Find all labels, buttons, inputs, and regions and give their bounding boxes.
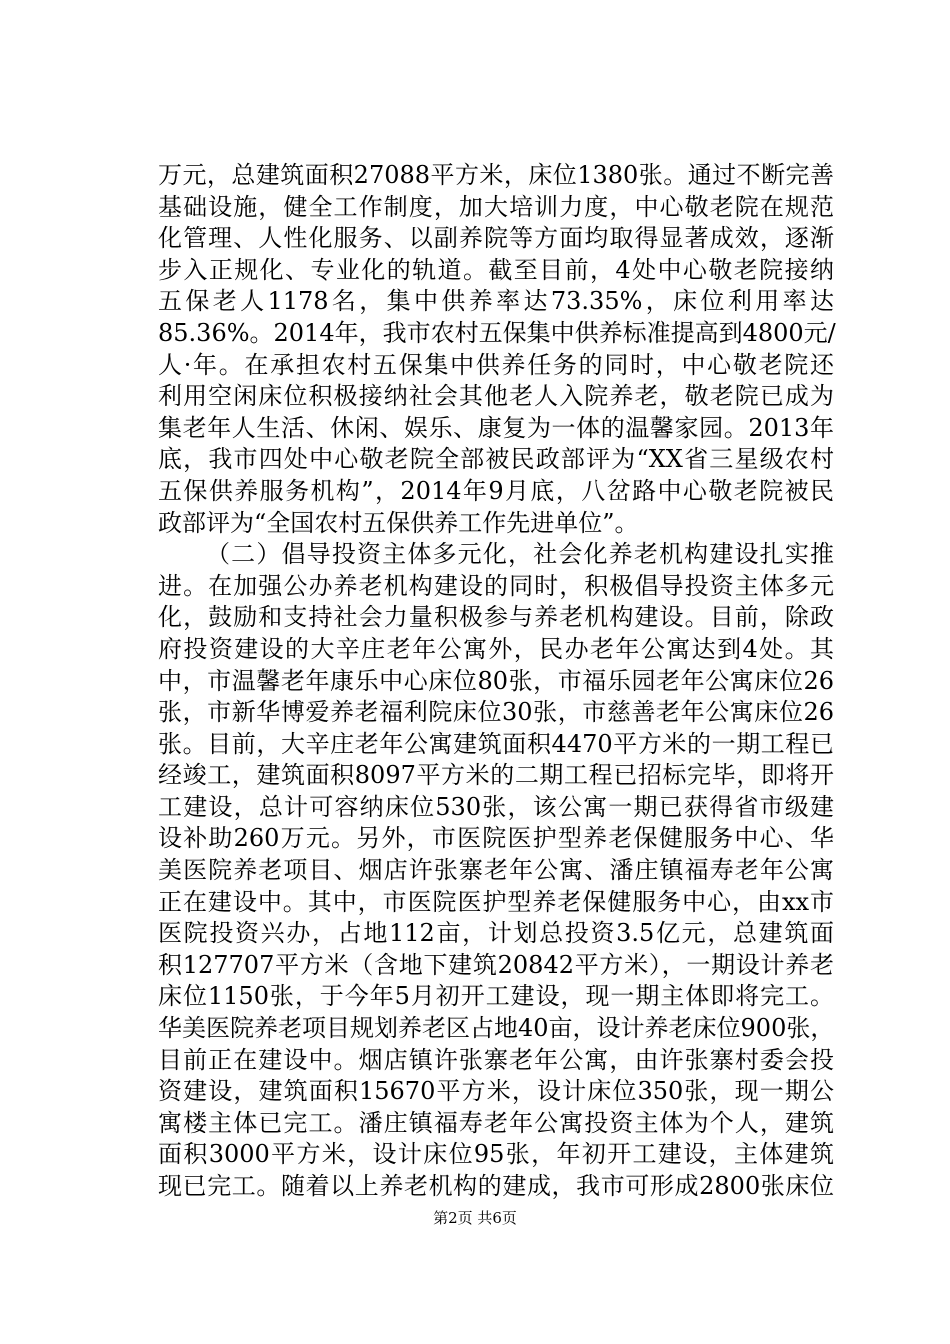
text-line: 目前正在建设中。烟店镇许张寨老年公寓，由许张寨村委会投 xyxy=(158,1045,834,1074)
text-line: 经竣工，建筑面积8097平方米的二期工程已招标完毕，即将开 xyxy=(158,761,834,790)
text-line: 中，市温馨老年康乐中心床位80张，市福乐园老年公寓床位26 xyxy=(158,666,834,695)
text-line: 集老年人生活、休闲、娱乐、康复为一体的温馨家园。2013年 xyxy=(158,413,834,442)
text-line: 工建设，总计可容纳床位530张，该公寓一期已获得省市级建 xyxy=(158,792,834,821)
text-line: 面积3000平方米，设计床位95张，年初开工建设，主体建筑 xyxy=(158,1140,834,1169)
text-line: 底，我市四处中心敬老院全部被民政部评为“XX省三星级农村 xyxy=(158,445,834,474)
text-line: 美医院养老项目、烟店许张寨老年公寓、潘庄镇福寿老年公寓 xyxy=(158,856,834,885)
text-line: 85.36%。2014年，我市农村五保集中供养标准提高到4800元/ xyxy=(158,318,836,347)
section-heading-line: （二）倡导投资主体多元化，社会化养老机构建设扎实推 xyxy=(206,540,834,569)
text-line: 资建设，建筑面积15670平方米，设计床位350张，现一期公 xyxy=(158,1077,834,1106)
text-line: 五保供养服务机构”，2014年9月底，八岔路中心敬老院被民 xyxy=(158,476,834,505)
text-line: 医院投资兴办，占地112亩，计划总投资3.5亿元，总建筑面 xyxy=(158,919,834,948)
text-line: 政部评为“全国农村五保供养工作先进单位”。 xyxy=(158,508,639,537)
text-line: 寓楼主体已完工。潘庄镇福寿老年公寓投资主体为个人，建筑 xyxy=(158,1108,834,1137)
text-line: 化，鼓励和支持社会力量积极参与养老机构建设。目前，除政 xyxy=(158,603,834,632)
text-line: 万元，总建筑面积27088平方米，床位1380张。通过不断完善 xyxy=(158,161,834,189)
text-line: 步入正规化、专业化的轨道。截至目前，4处中心敬老院接纳 xyxy=(158,255,834,284)
text-line: 人·年。在承担农村五保集中供养任务的同时，中心敬老院还 xyxy=(158,350,834,379)
text-line: 张。目前，大辛庄老年公寓建筑面积4470平方米的一期工程已 xyxy=(158,729,834,758)
text-line: 基础设施，健全工作制度，加大培训力度，中心敬老院在规范 xyxy=(158,192,834,221)
text-line: 五保老人1178名，集中供养率达73.35%，床位利用率达 xyxy=(158,287,834,316)
text-line: 现已完工。随着以上养老机构的建成，我市可形成2800张床位 xyxy=(158,1172,834,1200)
text-line: 进。在加强公办养老机构建设的同时，积极倡导投资主体多元 xyxy=(158,571,834,600)
text-line: 府投资建设的大辛庄老年公寓外，民办老年公寓达到4处。其 xyxy=(158,634,834,663)
text-line: 床位1150张，于今年5月初开工建设，现一期主体即将完工。 xyxy=(158,982,834,1011)
text-line: 利用空闲床位积极接纳社会其他老人入院养老，敬老院已成为 xyxy=(158,382,834,411)
text-line: 华美医院养老项目规划养老区占地40亩，设计养老床位900张， xyxy=(158,1014,835,1043)
document-body xyxy=(158,160,834,1203)
text-line: 张，市新华博爱养老福利院床位30张，市慈善老年公寓床位26 xyxy=(158,698,834,727)
text-line: 正在建设中。其中，市医院医护型养老保健服务中心，由xx市 xyxy=(158,887,834,916)
text-line: 设补助260万元。另外，市医院医护型养老保健服务中心、华 xyxy=(158,824,834,853)
page-number-footer: 第2页 共6页 xyxy=(433,1209,517,1227)
text-line: 化管理、人性化服务、以副养院等方面均取得显著成效，逐渐 xyxy=(158,224,834,253)
text-line: 积127707平方米（含地下建筑20842平方米），一期设计养老 xyxy=(158,950,834,979)
